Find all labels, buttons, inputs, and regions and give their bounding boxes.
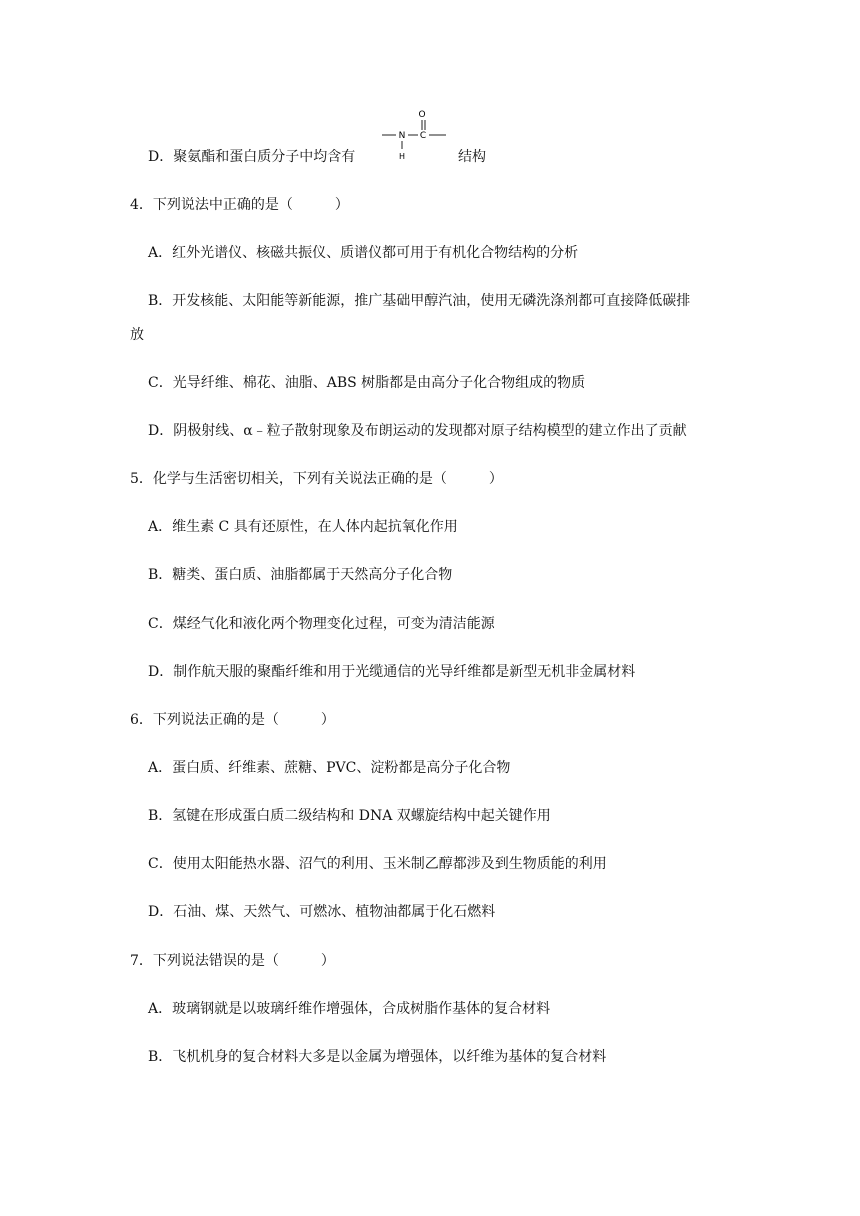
question-6-stem-text: 6．下列说法正确的是（ <box>130 712 279 728</box>
question-5-option-d: D．制作航天服的聚酯纤维和用于光缆通信的光导纤维都是新型无机非金属材料 <box>148 664 636 680</box>
question-7-option-a: A．玻璃钢就是以玻璃纤维作增强体，合成树脂作基体的复合材料 <box>148 1001 551 1017</box>
question-6-option-a: A．蛋白质、纤维素、蔗糖、PVC、淀粉都是高分子化合物 <box>148 760 511 776</box>
q3-option-d-text: D．聚氨酯和蛋白质分子中均含有 <box>148 149 356 165</box>
structure-oxygen-label: O <box>418 110 426 120</box>
structure-carbon-label: C <box>419 131 427 141</box>
question-7-close-paren: ） <box>320 953 335 969</box>
question-5-option-c: C．煤经气化和液化两个物理变化过程，可变为清洁能源 <box>148 616 495 632</box>
question-4-stem <box>130 196 349 214</box>
question-5-stem <box>130 470 503 488</box>
question-4-option-b-continued: 放 <box>130 327 144 343</box>
question-5-option-a: A．维生素 C 具有还原性，在人体内起抗氧化作用 <box>148 519 458 535</box>
question-6-option-d: D．石油、煤、天然气、可燃冰、植物油都属于化石燃料 <box>148 904 496 920</box>
question-4-option-d: D．阴极射线、α﹣粒子散射现象及布朗运动的发现都对原子结构模型的建立作出了贡献 <box>148 423 687 439</box>
structure-hydrogen-label: H <box>398 152 406 161</box>
question-4-option-a: A．红外光谱仪、核磁共振仪、质谱仪都可用于有机化合物结构的分析 <box>148 245 579 261</box>
question-7-option-b: B．飞机机身的复合材料大多是以金属为增强体，以纤维为基体的复合材料 <box>148 1049 607 1065</box>
question-6-stem <box>130 711 335 729</box>
question-7-stem-text: 7．下列说法错误的是（ <box>130 953 279 969</box>
question-4-close-paren: ） <box>334 197 349 213</box>
question-6-option-c: C．使用太阳能热水器、沼气的利用、玉米制乙醇都涉及到生物质能的利用 <box>148 856 607 872</box>
question-4-stem-text: 4．下列说法中正确的是（ <box>130 197 293 213</box>
question-4-option-c: C．光导纤维、棉花、油脂、ABS 树脂都是由高分子化合物组成的物质 <box>148 375 586 391</box>
question-5-option-b: B．糖类、蛋白质、油脂都属于天然高分子化合物 <box>148 567 453 583</box>
question-4-option-b: B．开发核能、太阳能等新能源，推广基础甲醇汽油，使用无磷洗涤剂都可直接降低碳排 <box>148 293 691 309</box>
question-6-close-paren: ） <box>320 712 335 728</box>
question-6-option-b: B．氢键在形成蛋白质二级结构和 DNA 双螺旋结构中起关键作用 <box>148 808 551 824</box>
question-5-stem-text: 5．化学与生活密切相关，下列有关说法正确的是（ <box>130 471 447 487</box>
q3-option-d-suffix: 结构 <box>458 149 486 165</box>
amide-structure-figure <box>380 104 456 164</box>
question-5-close-paren: ） <box>488 471 503 487</box>
question-7-stem <box>130 952 335 970</box>
structure-nitrogen-label: N <box>398 131 406 141</box>
